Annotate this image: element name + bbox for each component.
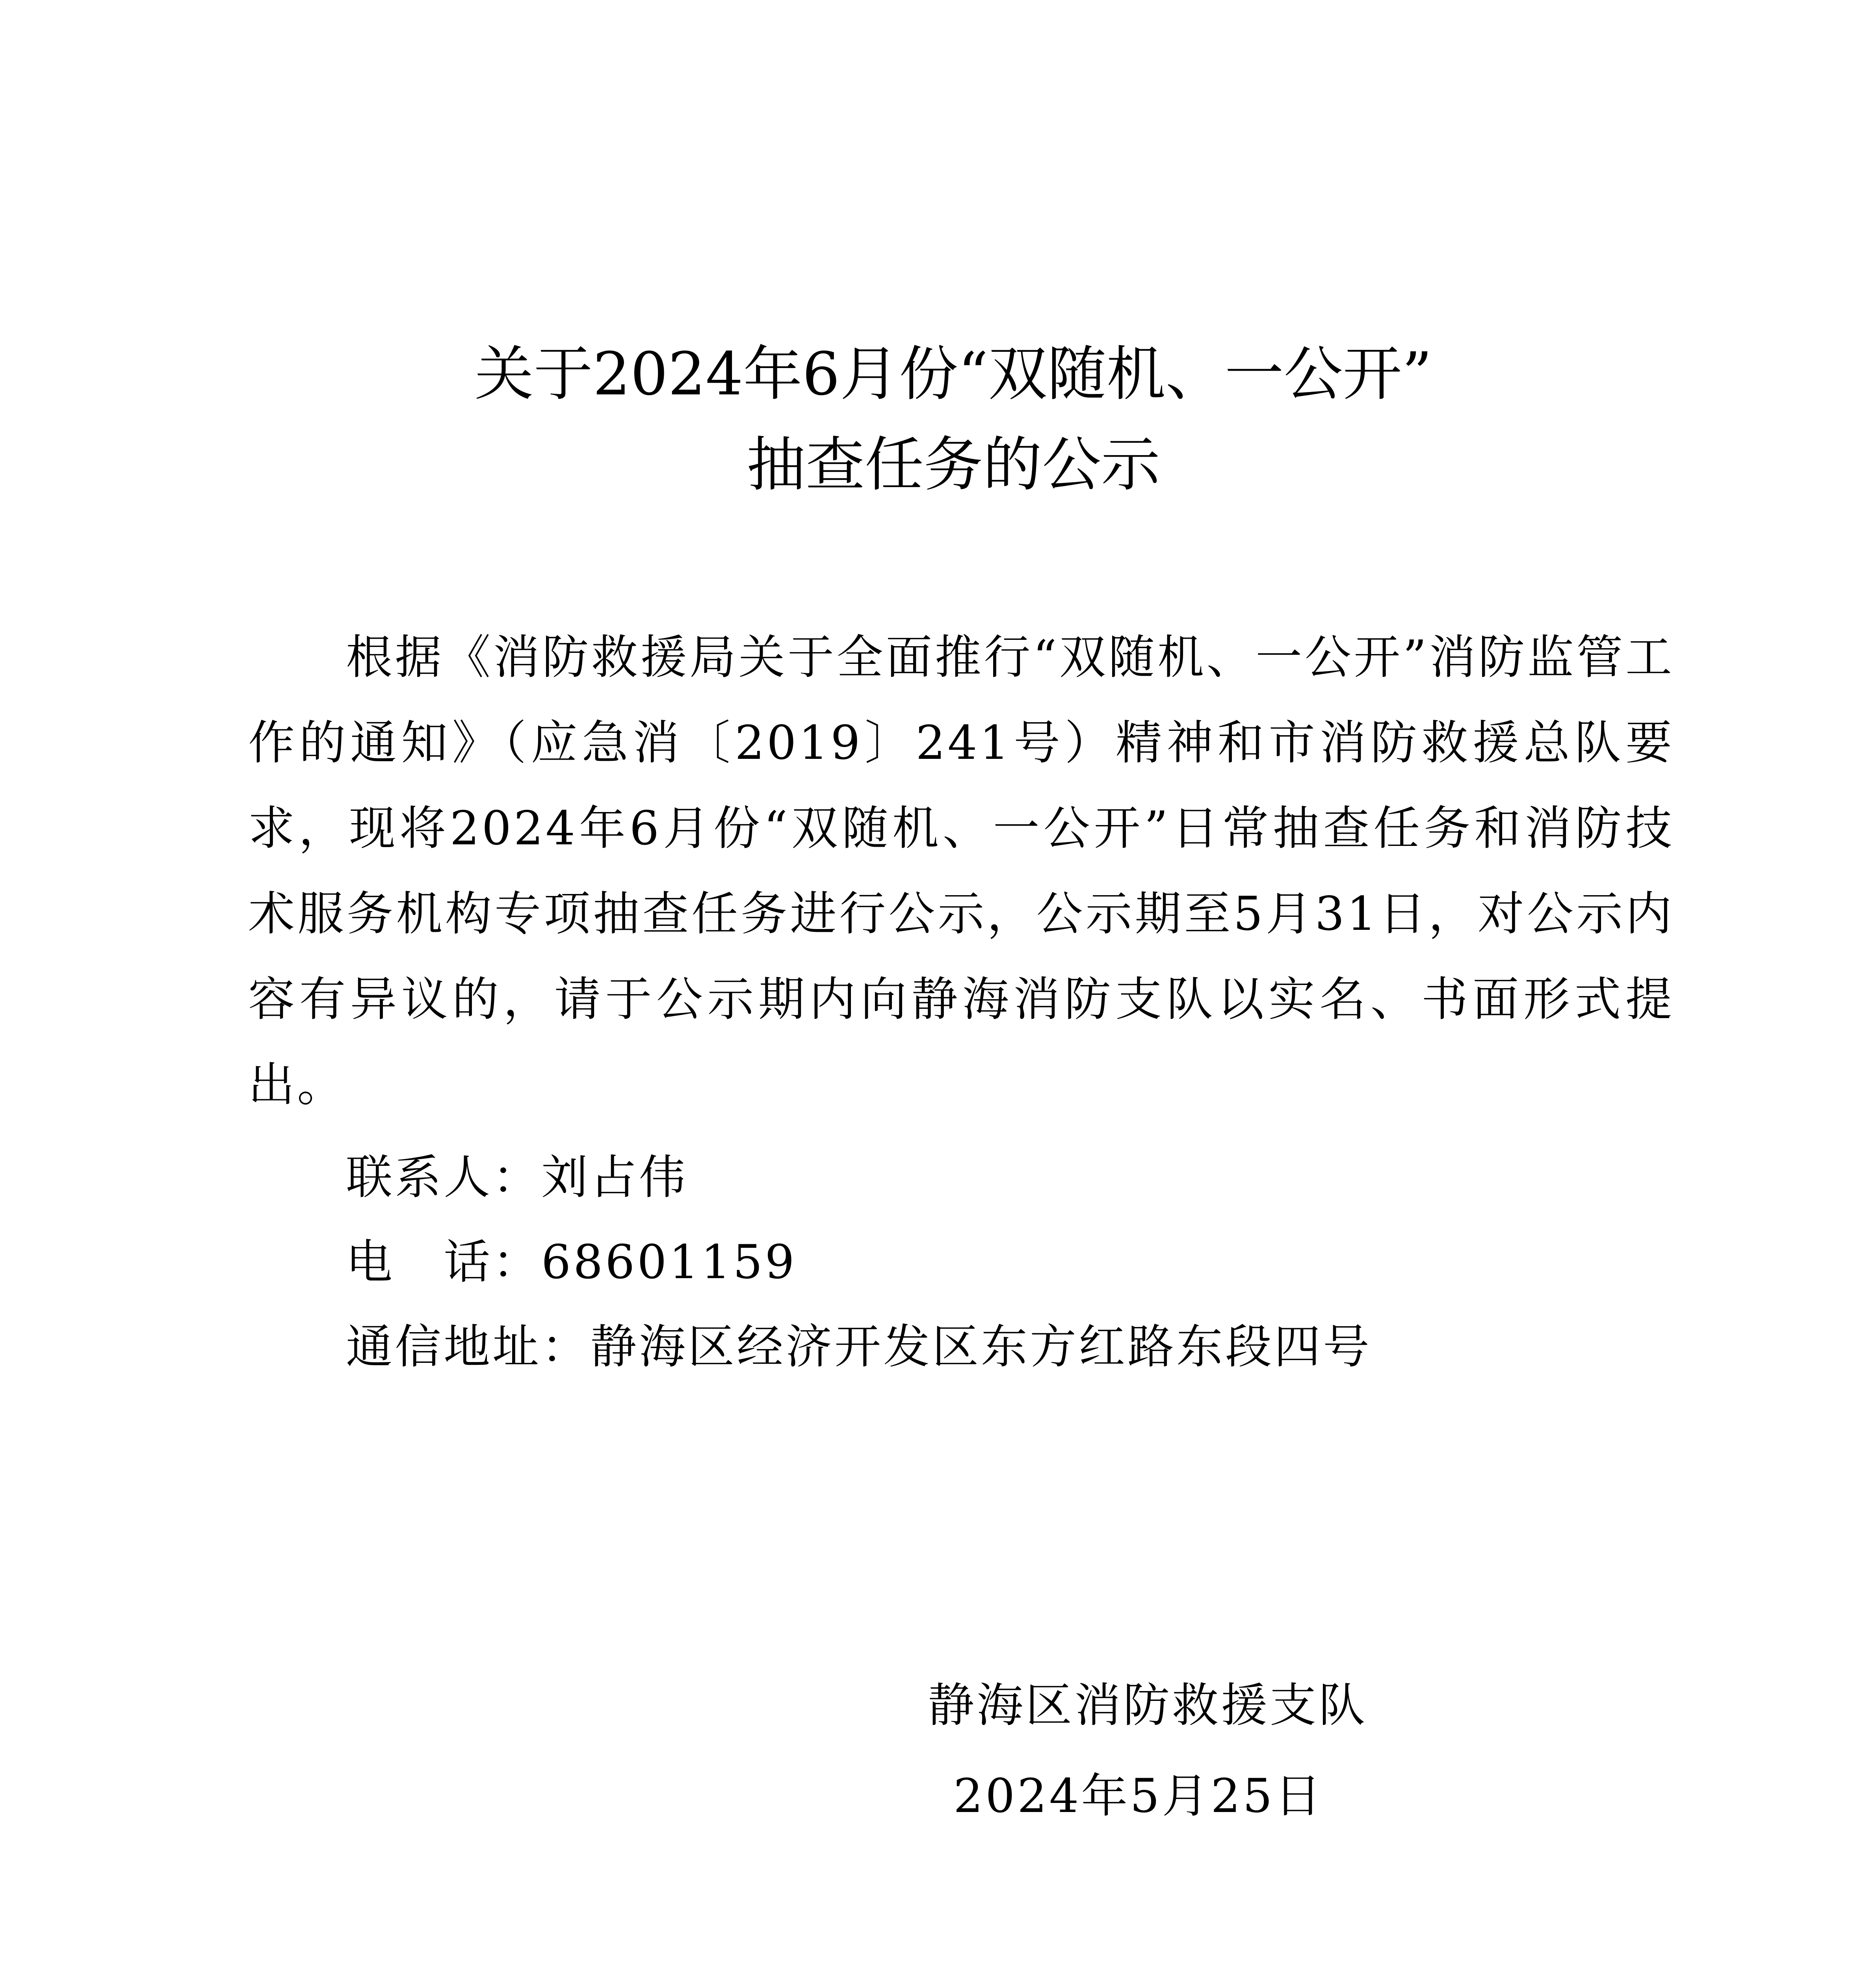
document-title-line2: 抽查任务的公示	[746, 431, 1160, 499]
contact-person-value: 刘占伟	[541, 1150, 688, 1204]
contact-person-line	[346, 1135, 688, 1220]
contact-person-label: 联系人：	[346, 1150, 542, 1204]
body-section	[248, 615, 1674, 1128]
phone-label: 电 话：	[346, 1235, 542, 1289]
document-title-line1: 关于2024年6月份“双随机、一公开”	[474, 340, 1432, 409]
signature-date: 2024年5月25日	[953, 1769, 1324, 1823]
body-paragraph: 根据《消防救援局关于全面推行“双随机、一公开”消防监管工作的通知》（应急消〔2019〕241号）精神和市消防救援总队要求，现将2024年6月份“双随机、一公开”日常抽查任务和消防技术服务机构专项抽查任务进行公示，公示期至5月31日，对公示内容有异议的，请于公示期内向静海消防支队以实名、书面形式提出。	[248, 630, 1674, 1112]
signature-organization: 静海区消防救援支队	[928, 1678, 1368, 1732]
address-value: 静海区经济开发区东方红路东段四号	[590, 1320, 1372, 1374]
address-label: 通信地址：	[346, 1320, 591, 1374]
phone-line	[346, 1219, 797, 1305]
address-line	[346, 1304, 1372, 1390]
phone-value: 68601159	[541, 1235, 797, 1289]
